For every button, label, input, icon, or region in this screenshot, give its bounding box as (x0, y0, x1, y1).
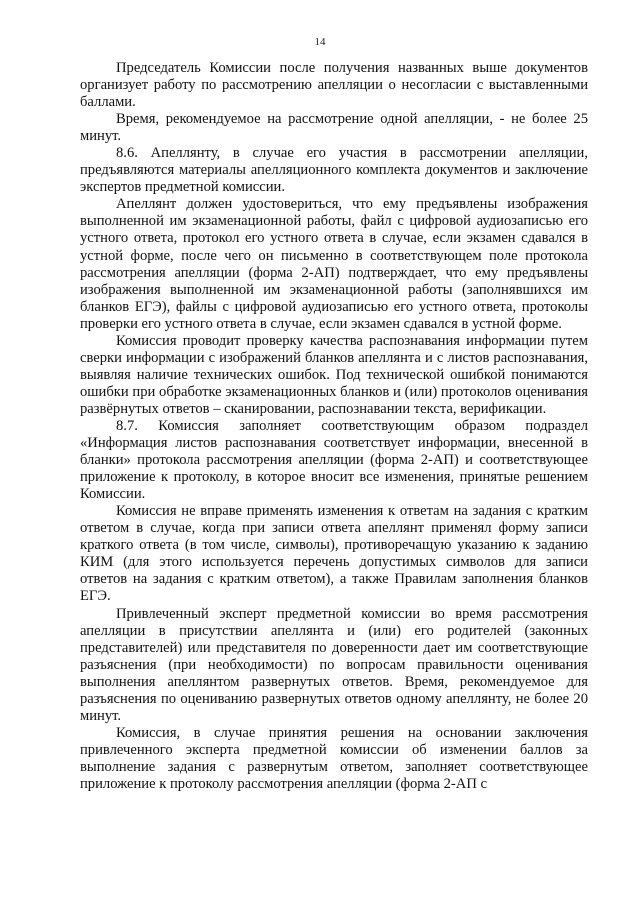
document-body (80, 60, 588, 793)
page-number: 14 (314, 36, 326, 48)
paragraph: Комиссия не вправе применять изменения к ответам на задания с кратким ответом в случае, когда при записи ответа апеллянт применял форму записи краткого ответа (в том числе, символы), противоречащую указанию к заданию КИМ (для этого используется перечень допустимых символов для записи ответов на задания с кратким ответом), а также Правилам заполнения бланков ЕГЭ. (80, 503, 588, 605)
paragraph: Привлеченный эксперт предметной комиссии во время рассмотрения апелляции в присутствии апеллянта и (или) его родителей (законных представителей) или представителя по доверенности дает им соответствующие разъяснения (при необходимости) по вопросам правильности оценивания выполнения апеллянтом развернутых ответов. Время, рекомендуемое для разъяснения по оцениванию развернутых ответов одному апеллянту, не более 20 минут. (80, 605, 588, 724)
paragraph: Комиссия, в случае принятия решения на основании заключения привлеченного эксперта предметной комиссии об изменении баллов за выполнение задания с развернутым ответом, заполняет соответствующее приложение к протоколу рассмотрения апелляции (форма 2-АП с (80, 724, 588, 792)
paragraph: 8.7. Комиссия заполняет соответствующим образом подраздел «Информация листов распознавания соответствует информации, внесенной в бланки» протокола рассмотрения апелляции (форма 2-АП) и соответствующее приложение к протоколу, в которое вносит все изменения, принятые решением Комиссии. (80, 417, 588, 503)
paragraph: Время, рекомендуемое на рассмотрение одной апелляции, - не более 25 минут. (80, 111, 588, 145)
paragraph: Комиссия проводит проверку качества распознавания информации путем сверки информации с изображений бланков апеллянта и с листов распознавания, выявляя наличие технических ошибок. Под технической ошибкой понимаются ошибки при обработке экзаменационных бланков и (или) протоколов оценивания развёрнутых ответов – сканировании, распознавании текста, верификации. (80, 332, 588, 417)
paragraph: 8.6. Апеллянту, в случае его участия в рассмотрении апелляции, предъявляются материалы апелляционного комплекта документов и заключение экспертов предметной комиссии. (80, 145, 588, 196)
paragraph: Апеллянт должен удостовериться, что ему предъявлены изображения выполненной им экзаменационной работы, файл с цифровой аудиозаписью его устного ответа, протокол его устного ответа в случае, если экзамен сдавался в устной форме, после чего он письменно в соответствующем поле протокола рассмотрения апелляции (форма 2-АП) подтверждает, что ему предъявлены изображения выполненной им экзаменационной работы (заполнявшихся им бланков ЕГЭ), файлы с цифровой аудиозаписью его устного ответа, протоколы проверки его устного ответа в случае, если экзамен сдавался в устной форме. (80, 196, 588, 332)
paragraph: Председатель Комиссии после получения названных выше документов организует работу по рассмотрению апелляции о несогласии с выставленными баллами. (80, 60, 588, 111)
